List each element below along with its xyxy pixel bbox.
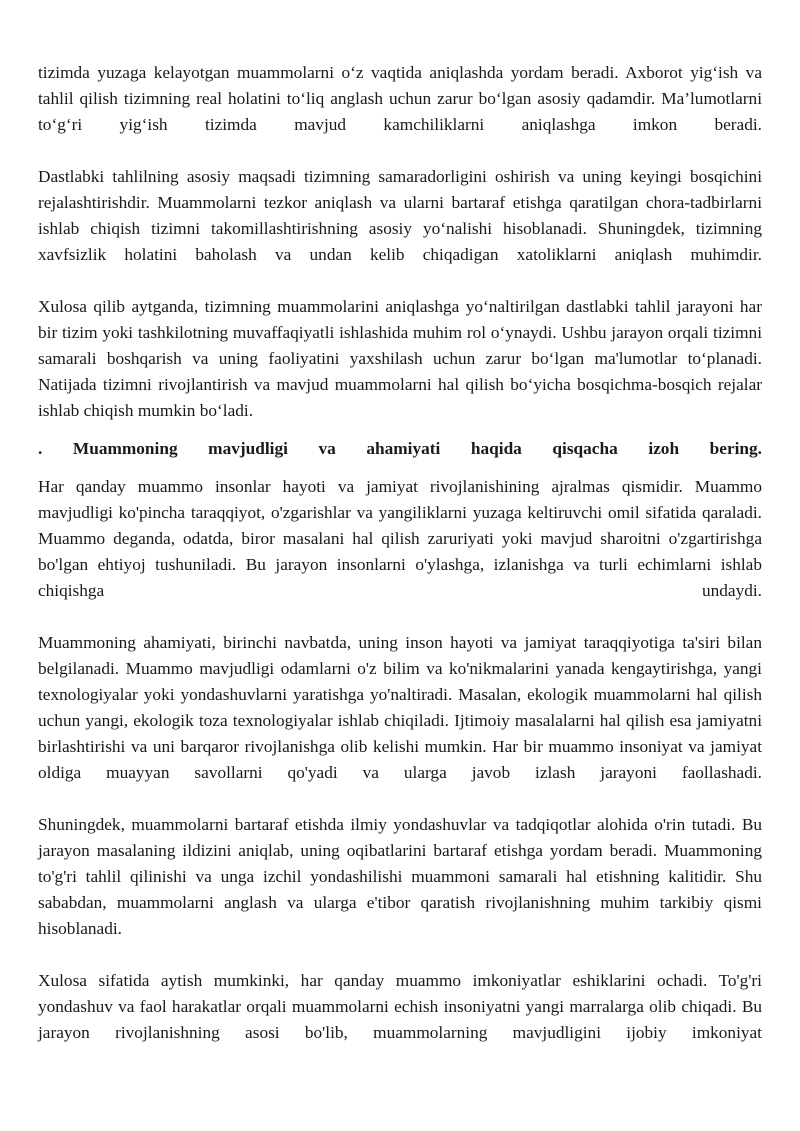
paragraph-gap [38, 462, 762, 474]
paragraph-7: Xulosa sifatida aytish mumkinki, har qanday muammo imkoniyatlar eshiklarini ochadi. To'g'ri yondashuv va faol harakatlar orqali muammolarni echish insoniyatni yangi marralarga olib chiqadi. Bu jarayon rivojlanishning asosi bo'lib, muammolarning mavjudligini ijobiy imkoniyat [38, 971, 762, 1042]
paragraph-gap [38, 786, 762, 812]
document-page [38, 60, 762, 1046]
paragraph-3: Xulosa qilib aytganda, tizimning muammolarini aniqlashga yo‘naltirilgan dastlabki tahlil jarayoni har bir tizim yoki tashkilotning muvaffaqiyatli ishlashida muhim rol o‘ynaydi. Ushbu jarayon orqali tizimni samarali boshqarish va uning faoliyatini yaxshilash uchun zarur bo‘lgan ma'lumotlar to‘planadi. Natijada tizimni rivojlantirish va mavjud muammolarni hal qilish bo‘yicha bosqichma-bosqich rejalar ishlab chiqish mumkin bo‘ladi. [38, 297, 762, 420]
paragraph-4: Har qanday muammo insonlar hayoti va jamiyat rivojlanishining ajralmas qismidir. Muammo mavjudligi ko'pincha taraqqiyot, o'zgarishlar va yangiliklarni yuzaga keltiruvchi omil sifatida qaraladi. Muammo deganda, odatda, biror masalani hal qilish zaruriyati yoki mavjud sharoitni o'zgartirishga bo'lgan ehtiyoj tushuniladi. Bu jarayon insonlarni o'ylashga, izlanishga va turli echimlarni ishlab chiqishga undaydi. [38, 477, 762, 600]
paragraph-gap [38, 138, 762, 164]
section-heading: . Muammoning mavjudligi va ahamiyati haqida qisqacha izoh bering. [38, 439, 762, 458]
paragraph-gap [38, 942, 762, 968]
paragraph-1: tizimda yuzaga kelayotgan muammolarni o‘z vaqtida aniqlashda yordam beradi. Axborot yig‘ish va tahlil qilish tizimning real holatini to‘liq anglash uchun zarur bo‘lgan asosiy qadamdir. Ma’lumotlarni to‘g‘ri yig‘ish tizimda mavjud kamchiliklarni aniqlashga imkon beradi. [38, 63, 762, 134]
paragraph-gap [38, 424, 762, 436]
paragraph-6: Shuningdek, muammolarni bartaraf etishda ilmiy yondashuvlar va tadqiqotlar alohida o'rin tutadi. Bu jarayon masalaning ildizini aniqlab, uning oqibatlarini bartaraf etishga yordam beradi. Muammoning to'g'ri tahlil qilinishi va unga izchil yondashilishi muammoni samarali hal etishning kalitidir. Shu sababdan, muammolarni anglash va ularga e'tibor qaratish rivojlanishning muhim tarkibiy qismi hisoblanadi. [38, 815, 762, 938]
paragraph-gap [38, 268, 762, 294]
paragraph-5: Muammoning ahamiyati, birinchi navbatda, uning inson hayoti va jamiyat taraqqiyotiga ta'siri bilan belgilanadi. Muammo mavjudligi odamlarni o'z bilim va ko'nikmalarini yanada kengaytirishga, yangi texnologiyalar yoki yondashuvlarni yaratishga yo'naltiradi. Masalan, ekologik muammolarni hal qilish uchun yangi, ekologik toza texnologiyalar ishlab chiqiladi. Ijtimoiy masalalarni hal qilish esa jamiyatni birlashtirishi va uni barqaror rivojlanishga olib kelishi mumkin. Har bir muammo insoniyat va jamiyat oldiga muayyan savollarni qo'yadi va ularga javob izlash jarayoni faollashadi. [38, 633, 762, 782]
paragraph-gap [38, 604, 762, 630]
paragraph-2: Dastlabki tahlilning asosiy maqsadi tizimning samaradorligini oshirish va uning keyingi bosqichini rejalashtirishdir. Muammolarni tezkor aniqlash va ularni bartaraf etishga qaratilgan chora-tadbirlarni ishlab chiqish tizimni takomillashtirishning asosiy yo‘nalishi hisoblanadi. Shuningdek, tizimning xavfsizlik holatini baholash va undan kelib chiqadigan xatoliklarni aniqlash muhimdir. [38, 167, 762, 264]
